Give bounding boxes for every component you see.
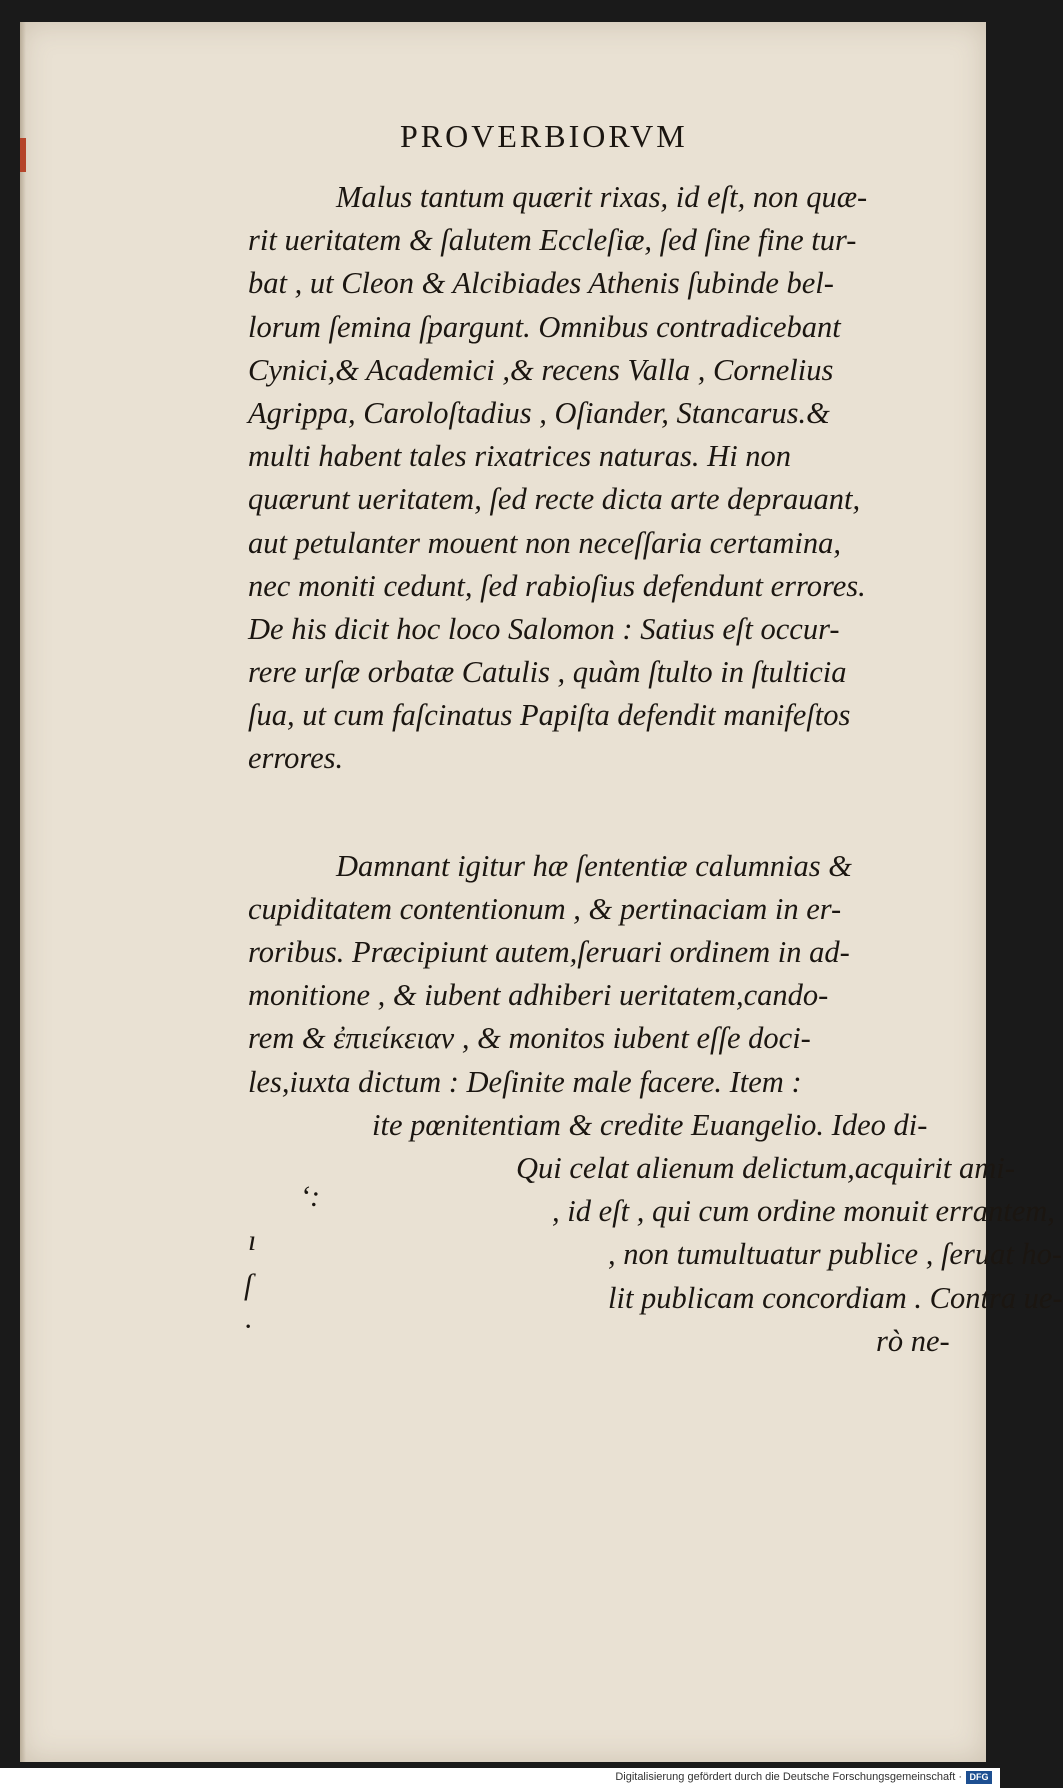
damage-mark: ı bbox=[248, 1224, 257, 1257]
red-edge-mark bbox=[20, 138, 26, 172]
text-line: lit publicam concordiam . Contra ue- bbox=[608, 1280, 1063, 1315]
text-line: Damnant igitur hæ ſententiæ calumnias & bbox=[336, 848, 852, 883]
text-line: monitione , & iubent adhiberi ueritatem,cando- bbox=[248, 978, 829, 1013]
text-line: ite pœnitentiam & credite Euangelio. Ideo di- bbox=[372, 1107, 928, 1142]
running-head: PROVERBIORVM bbox=[400, 118, 688, 154]
text-line: roribus. Præcipiunt autem,ſeruari ordinem in ad- bbox=[248, 935, 850, 969]
text-line: , non tumultuatur publice , ſeruat ho- bbox=[608, 1237, 1063, 1272]
text-line: rere urſæ orbatæ Catulis , quàm ſtulto in ſtulticia bbox=[248, 655, 847, 690]
text-line: rit ueritatem & ſalutem Eccleſiæ, ſed ſine fine tur- bbox=[248, 223, 857, 258]
paragraph-gap bbox=[248, 781, 958, 845]
body-text bbox=[248, 176, 1063, 1363]
text-line: multi habent tales rixatrices naturas. Hi non bbox=[248, 439, 792, 474]
text-line: aut petulanter mouent non neceſſaria certamina, bbox=[248, 525, 841, 560]
text-line: Cynici,& Academici ,& recens Valla , Cornelius bbox=[248, 352, 834, 387]
damage-mark: ‘: bbox=[300, 1180, 320, 1213]
text-line: bat , ut Cleon & Alcibiades Athenis ſubinde bel- bbox=[248, 266, 834, 301]
text-line: De his dicit hoc loco Salomon : Satius eſt occur- bbox=[248, 611, 840, 646]
text-line: Malus tantum quærit rixas, id eſt, non quæ- bbox=[336, 180, 868, 214]
catchword: rò ne- bbox=[876, 1323, 950, 1358]
text-line: rem & ἐπιείκειαν , & monitos iubent eſſe doci- bbox=[248, 1021, 811, 1056]
text-line: Agrippa, Caroloſtadius , Oſiander, Stancarus.& bbox=[248, 395, 830, 430]
funding-credit: Digitalisierung gefördert durch die Deutsche Forschungsgemeinschaft · bbox=[615, 1771, 962, 1783]
damage-mark: · bbox=[244, 1310, 252, 1343]
page-gutter-shadow bbox=[20, 22, 26, 1762]
text-line: cupiditatem contentionum , & pertinaciam in er- bbox=[248, 891, 842, 926]
text-line: lorum ſemina ſpargunt. Omnibus contradicebant bbox=[248, 309, 841, 344]
text-line: ſua, ut cum faſcinatus Papiſta defendit manifeſtos bbox=[248, 698, 851, 733]
text-line: Qui celat alienum delictum,acquirit ami- bbox=[516, 1150, 1015, 1185]
text-line: errores. bbox=[248, 741, 344, 776]
text-line: quærunt ueritatem, ſed recte dicta arte deprauant, bbox=[248, 482, 861, 517]
text-line: , id eſt , qui cum ordine monuit errantem, bbox=[552, 1194, 1055, 1229]
text-line: les,iuxta dictum : Deſinite male facere. Item : bbox=[248, 1064, 802, 1099]
damage-mark: ſ bbox=[244, 1268, 253, 1301]
dfg-logo: DFG bbox=[966, 1771, 992, 1784]
text-line: nec moniti cedunt, ſed rabioſius defendunt errores. bbox=[248, 568, 866, 603]
